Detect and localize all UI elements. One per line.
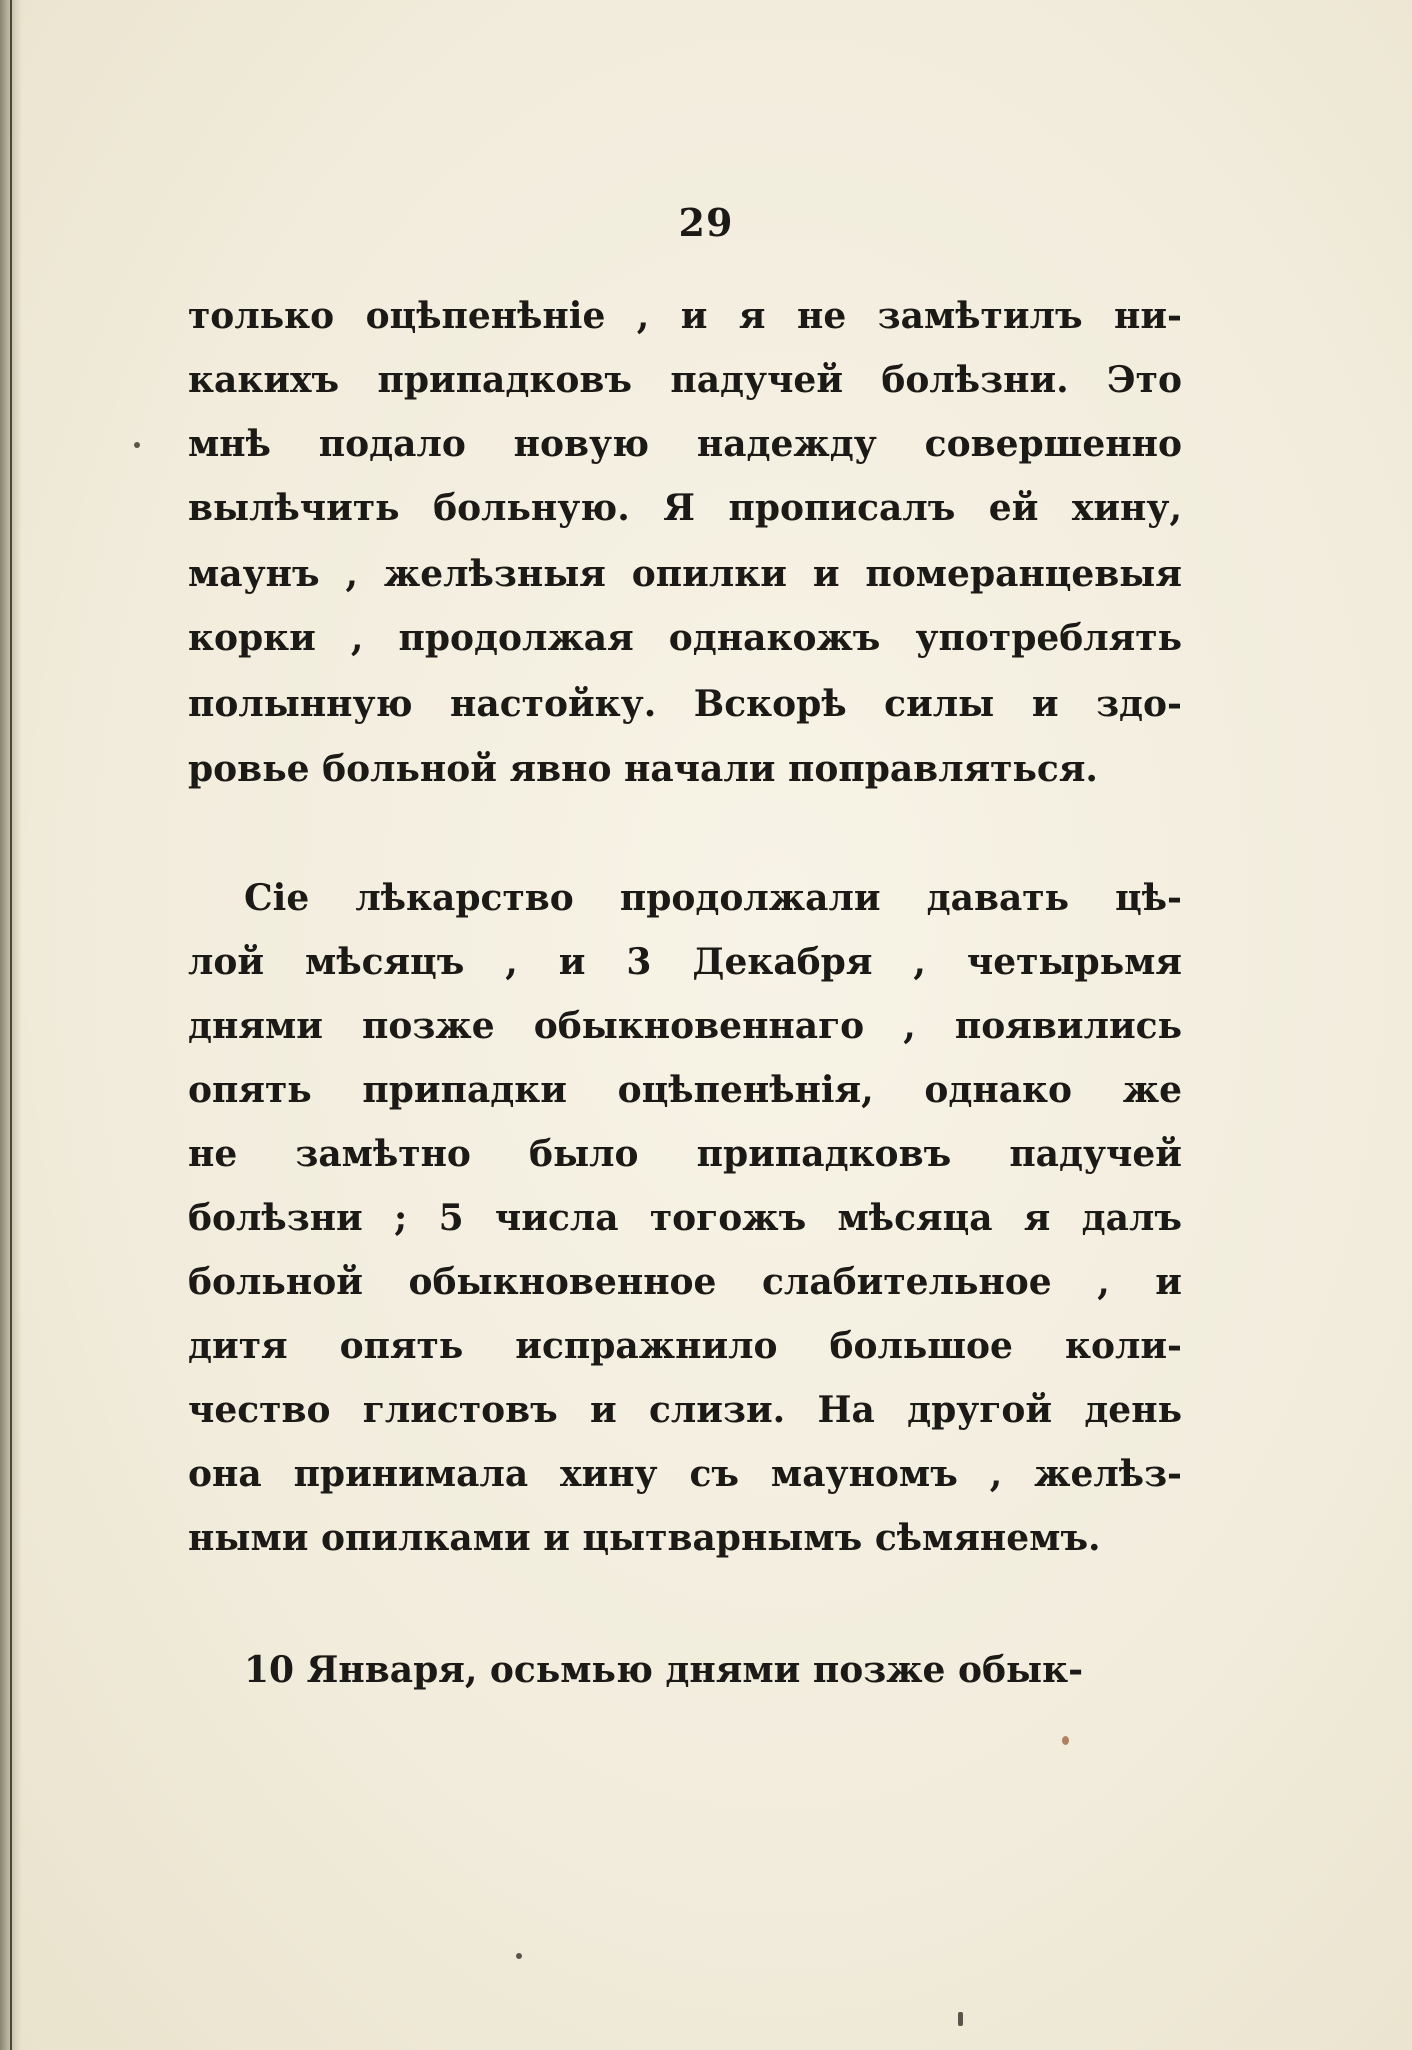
text-line: вылѣчить больную. Я прописалъ ей хину, — [188, 487, 1182, 529]
text-line: дитя опять испражнило большое коли- — [188, 1325, 1182, 1367]
binding-line — [10, 0, 12, 2050]
text-line: болѣзни ; 5 числа тогожъ мѣсяца я далъ — [188, 1197, 1182, 1239]
scan-speck — [516, 1953, 522, 1959]
text-line: ровье больной явно начали поправляться. — [188, 748, 1098, 790]
scan-speck — [958, 2012, 963, 2026]
text-line: полынную настойку. Вскорѣ силы и здо- — [188, 683, 1182, 725]
text-line: ными опилками и цытварнымъ сѣмянемъ. — [188, 1517, 1101, 1559]
text-line: мнѣ подало новую надежду совершенно — [188, 423, 1182, 465]
text-line: она принимала хину съ мауномъ , желѣз- — [188, 1453, 1182, 1495]
text-line: корки , продолжая однакожъ употреблять — [188, 617, 1182, 659]
text-line: днями позже обыкновеннаго , появились — [188, 1005, 1182, 1047]
text-line: лой мѣсяцъ , и 3 Декабря , четырьмя — [188, 941, 1182, 983]
text-line: только оцѣпенѣніе , и я не замѣтилъ ни- — [188, 295, 1182, 337]
text-line: Сіе лѣкарство продолжали давать цѣ- — [244, 877, 1182, 919]
scan-speck — [1062, 1736, 1069, 1745]
text-line: чество глистовъ и слизи. На другой день — [188, 1389, 1182, 1431]
scan-speck — [134, 442, 140, 448]
text-line: 10 Января, осьмью днями позже обык- — [244, 1649, 1084, 1691]
page-number: 29 — [678, 200, 734, 245]
text-line: больной обыкновенное слабительное , и — [188, 1261, 1182, 1303]
text-line: не замѣтно было припадковъ падучей — [188, 1133, 1182, 1175]
text-line: маунъ , желѣзныя опилки и померанцевыя — [188, 553, 1182, 595]
text-line: опять припадки оцѣпенѣнія, однако же — [188, 1069, 1182, 1111]
text-line: какихъ припадковъ падучей болѣзни. Это — [188, 359, 1182, 401]
